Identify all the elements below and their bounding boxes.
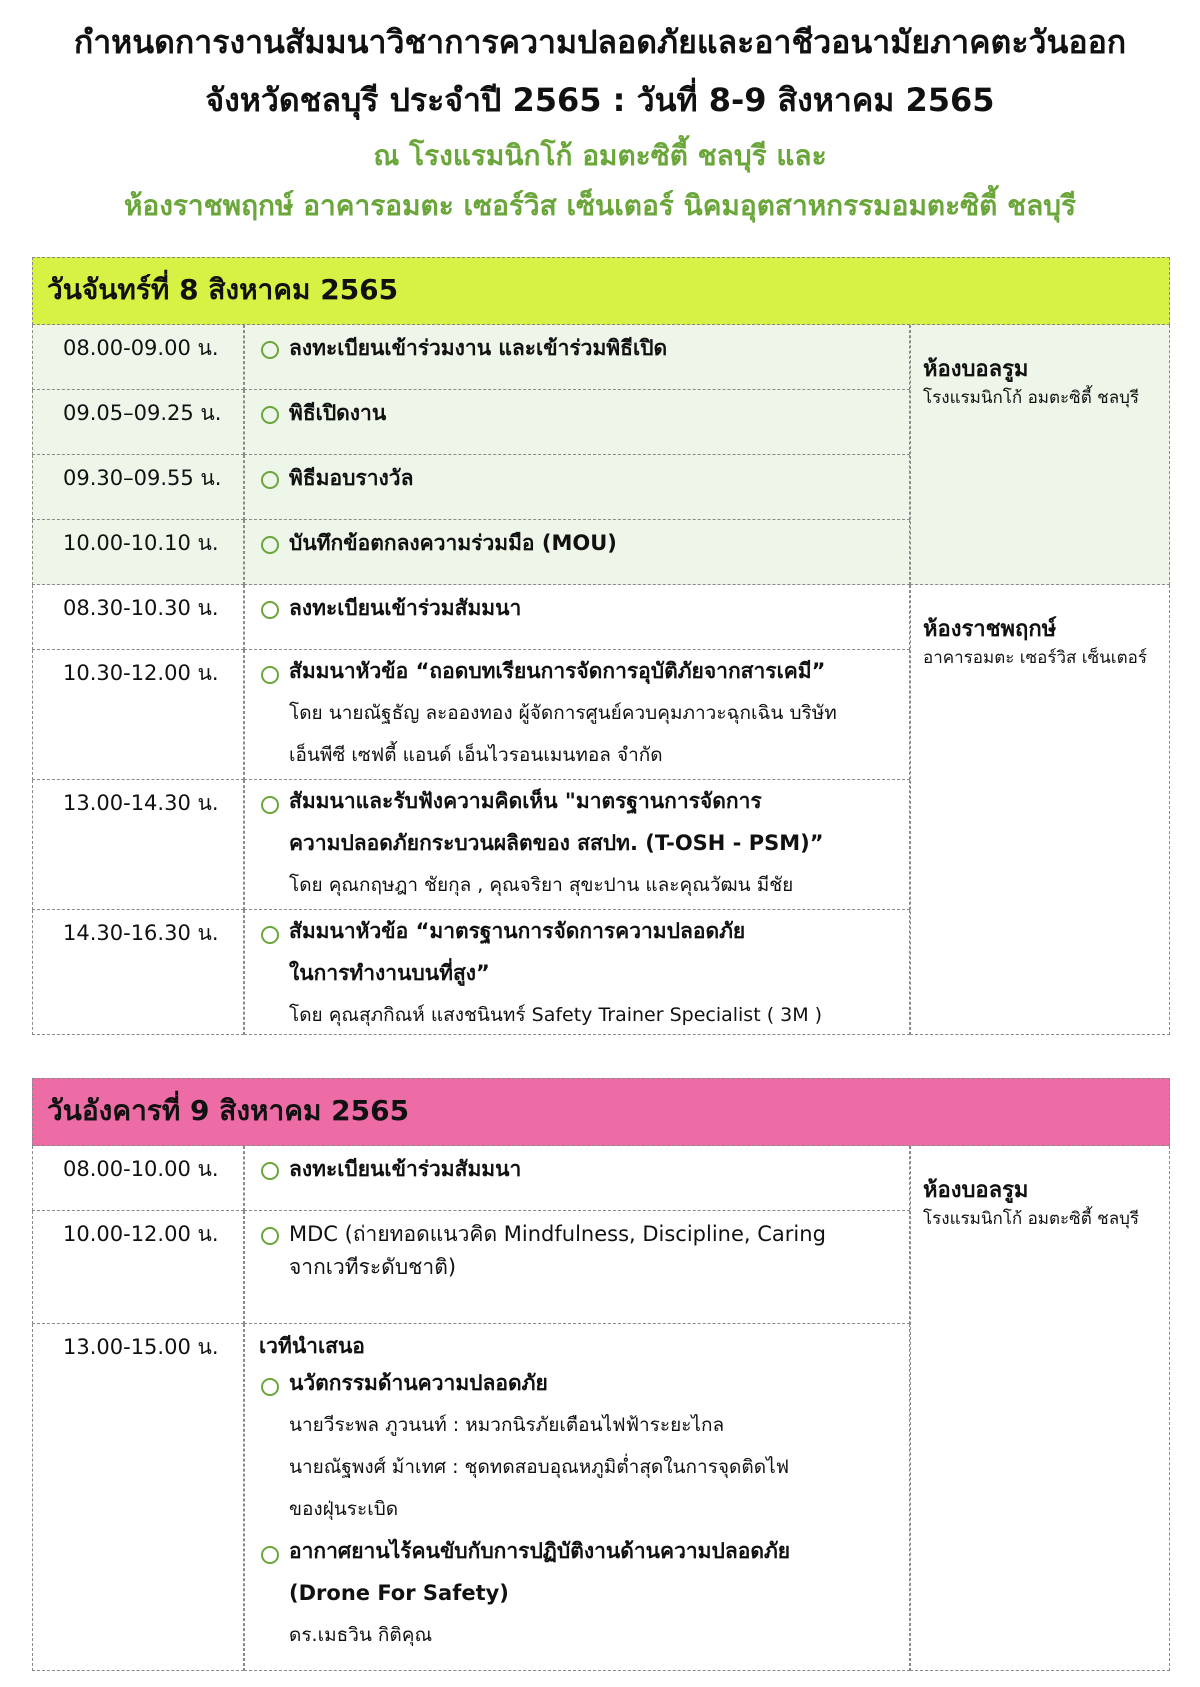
agenda-item: ลงทะเบียนเข้าร่วมสัมมนา	[244, 585, 910, 650]
presenter-text: นายณัฐพงศ์ ม้าเทศ : ชุดทดสอบอุณหภูมิต่ำสุดในการจุดติดไฟ	[289, 1456, 790, 1478]
presenter-text: นายวีระพล ภูวนนท์ : หมวกนิรภัยเตือนไฟฟ้าระยะไกล	[289, 1414, 725, 1436]
time-cell: 09.05–09.25 น.	[32, 390, 244, 455]
room-name: ห้องราชพฤกษ์	[923, 617, 1057, 642]
speaker-text: โดย คุณกฤษฎา ชัยกุล , คุณจริยา สุขะปาน และคุณวัฒน มีชัย	[289, 874, 794, 896]
time-cell: 13.00-14.30 น.	[32, 780, 244, 910]
agenda-item: พิธีมอบรางวัล	[244, 455, 910, 520]
time-cell: 10.00-10.10 น.	[32, 520, 244, 585]
agenda-item: ลงทะเบียนเข้าร่วมงาน และเข้าร่วมพิธีเปิด	[244, 325, 910, 390]
time-cell: 13.00-15.00 น.	[32, 1324, 244, 1671]
agenda-item: สัมมนาหัวข้อ “มาตรฐานการจัดการความปลอดภัย ในการทำงานบนที่สูง” โดย คุณสุภกิณห์ แสงชนินทร์ Safety Trainer Specialist ( 3M )	[244, 910, 910, 1035]
bullet-circle-icon	[261, 926, 279, 944]
room-cell-ballroom	[910, 1146, 1170, 1671]
agenda-item: MDC (ถ่ายทอดแนวคิด Mindfulness, Discipline, Caring จากเวทีระดับชาติ)	[244, 1211, 910, 1324]
agenda-item-continued: จากเวทีระดับชาติ)	[289, 1255, 457, 1279]
bullet-circle-icon	[261, 1162, 279, 1180]
room-cell-ballroom	[910, 325, 1170, 585]
agenda-item: เวทีนำเสนอ นวัตกรรมด้านความปลอดภัย นายวีระพล ภูวนนท์ : หมวกนิรภัยเตือนไฟฟ้าระยะไกล นายณัฐพงศ์ ม้าเทศ : ชุดทดสอบอุณหภูมิต่ำสุดในการจุดติดไฟ ของฝุ่นระเบิด อากาศยานไร้คนขับกับการปฏิบัติงานด้านความปลอดภัย (Drone For Safety) ดร.เมธวิน กิติคุณ	[244, 1324, 910, 1671]
room-cell-ratchaphruek	[910, 585, 1170, 1035]
presenter-text: ดร.เมธวิน กิติคุณ	[289, 1624, 433, 1646]
room-name: ห้องบอลรูม	[923, 357, 1029, 382]
speaker-text: โดย คุณสุภกิณห์ แสงชนินทร์ Safety Trainer Specialist ( 3M )	[289, 1004, 823, 1026]
agenda-item: ลงทะเบียนเข้าร่วมสัมมนา	[244, 1146, 910, 1211]
bullet-circle-icon	[261, 1227, 279, 1245]
time-cell: 14.30-16.30 น.	[32, 910, 244, 1035]
day1-header: วันจันทร์ที่ 8 สิงหาคม 2565	[32, 257, 1170, 325]
agenda-item-continued: ความปลอดภัยกระบวนผลิตของ สสปท. (T-OSH - PSM)”	[289, 831, 824, 855]
bullet-circle-icon	[261, 1378, 279, 1396]
time-cell: 08.30-10.30 น.	[32, 585, 244, 650]
title-line-1: กำหนดการงานสัมมนาวิชาการความปลอดภัยและอาชีวอนามัยภาคตะวันออก	[73, 23, 1127, 61]
room-location: โรงแรมนิกโก้ อมตะซิตี้ ชลบุรี	[923, 388, 1140, 408]
day2-header: วันอังคารที่ 9 สิงหาคม 2565	[32, 1078, 1170, 1146]
bullet-circle-icon	[261, 1546, 279, 1564]
room-location: อาคารอมตะ เซอร์วิส เซ็นเตอร์	[923, 648, 1147, 668]
bullet-circle-icon	[261, 406, 279, 424]
speaker-text: เอ็นพีซี เซฟตี้ แอนด์ เอ็นไวรอนเมนทอล จำกัด	[289, 744, 663, 766]
speaker-text: โดย นายณัฐธัญ ละอองทอง ผู้จัดการศูนย์ควบคุมภาวะฉุกเฉิน บริษัท	[289, 702, 837, 724]
venue-line-1: ณ โรงแรมนิกโก้ อมตะซิตี้ ชลบุรี และ	[373, 139, 827, 172]
venue-line-2: ห้องราชพฤกษ์ อาคารอมตะ เซอร์วิส เซ็นเตอร์ นิคมอุตสาหกรรมอมตะซิตี้ ชลบุรี	[123, 189, 1077, 222]
agenda-item: สัมมนาหัวข้อ “ถอดบทเรียนการจัดการอุบัติภัยจากสารเคมี” โดย นายณัฐธัญ ละอองทอง ผู้จัดการศูนย์ควบคุมภาวะฉุกเฉิน บริษัท เอ็นพีซี เซฟตี้ แอนด์ เอ็นไวรอนเมนทอล จำกัด	[244, 650, 910, 780]
time-cell: 10.00-12.00 น.	[32, 1211, 244, 1324]
room-location: โรงแรมนิกโก้ อมตะซิตี้ ชลบุรี	[923, 1209, 1140, 1229]
agenda-item: พิธีเปิดงาน	[244, 390, 910, 455]
agenda-item: บันทึกข้อตกลงความร่วมมือ (MOU)	[244, 520, 910, 585]
bullet-circle-icon	[261, 341, 279, 359]
time-cell: 08.00-09.00 น.	[32, 325, 244, 390]
bullet-circle-icon	[261, 471, 279, 489]
time-cell: 10.30-12.00 น.	[32, 650, 244, 780]
time-cell: 09.30–09.55 น.	[32, 455, 244, 520]
agenda-item: สัมมนาและรับฟังความคิดเห็น "มาตรฐานการจัดการ ความปลอดภัยกระบวนผลิตของ สสปท. (T-OSH - PSM)” โดย คุณกฤษฎา ชัยกุล , คุณจริยา สุขะปาน และคุณวัฒน มีชัย	[244, 780, 910, 910]
agenda-item-continued: ในการทำงานบนที่สูง”	[289, 961, 490, 985]
bullet-circle-icon	[261, 601, 279, 619]
presenter-text: ของฝุ่นระเบิด	[289, 1498, 399, 1520]
agenda-item-continued: (Drone For Safety)	[289, 1581, 509, 1605]
bullet-circle-icon	[261, 536, 279, 554]
title-line-2: จังหวัดชลบุรี ประจำปี 2565 : วันที่ 8-9 สิงหาคม 2565	[205, 81, 995, 119]
time-cell: 08.00-10.00 น.	[32, 1146, 244, 1211]
bullet-circle-icon	[261, 796, 279, 814]
room-name: ห้องบอลรูม	[923, 1178, 1029, 1203]
bullet-circle-icon	[261, 666, 279, 684]
session-heading: เวทีนำเสนอ	[259, 1334, 365, 1358]
